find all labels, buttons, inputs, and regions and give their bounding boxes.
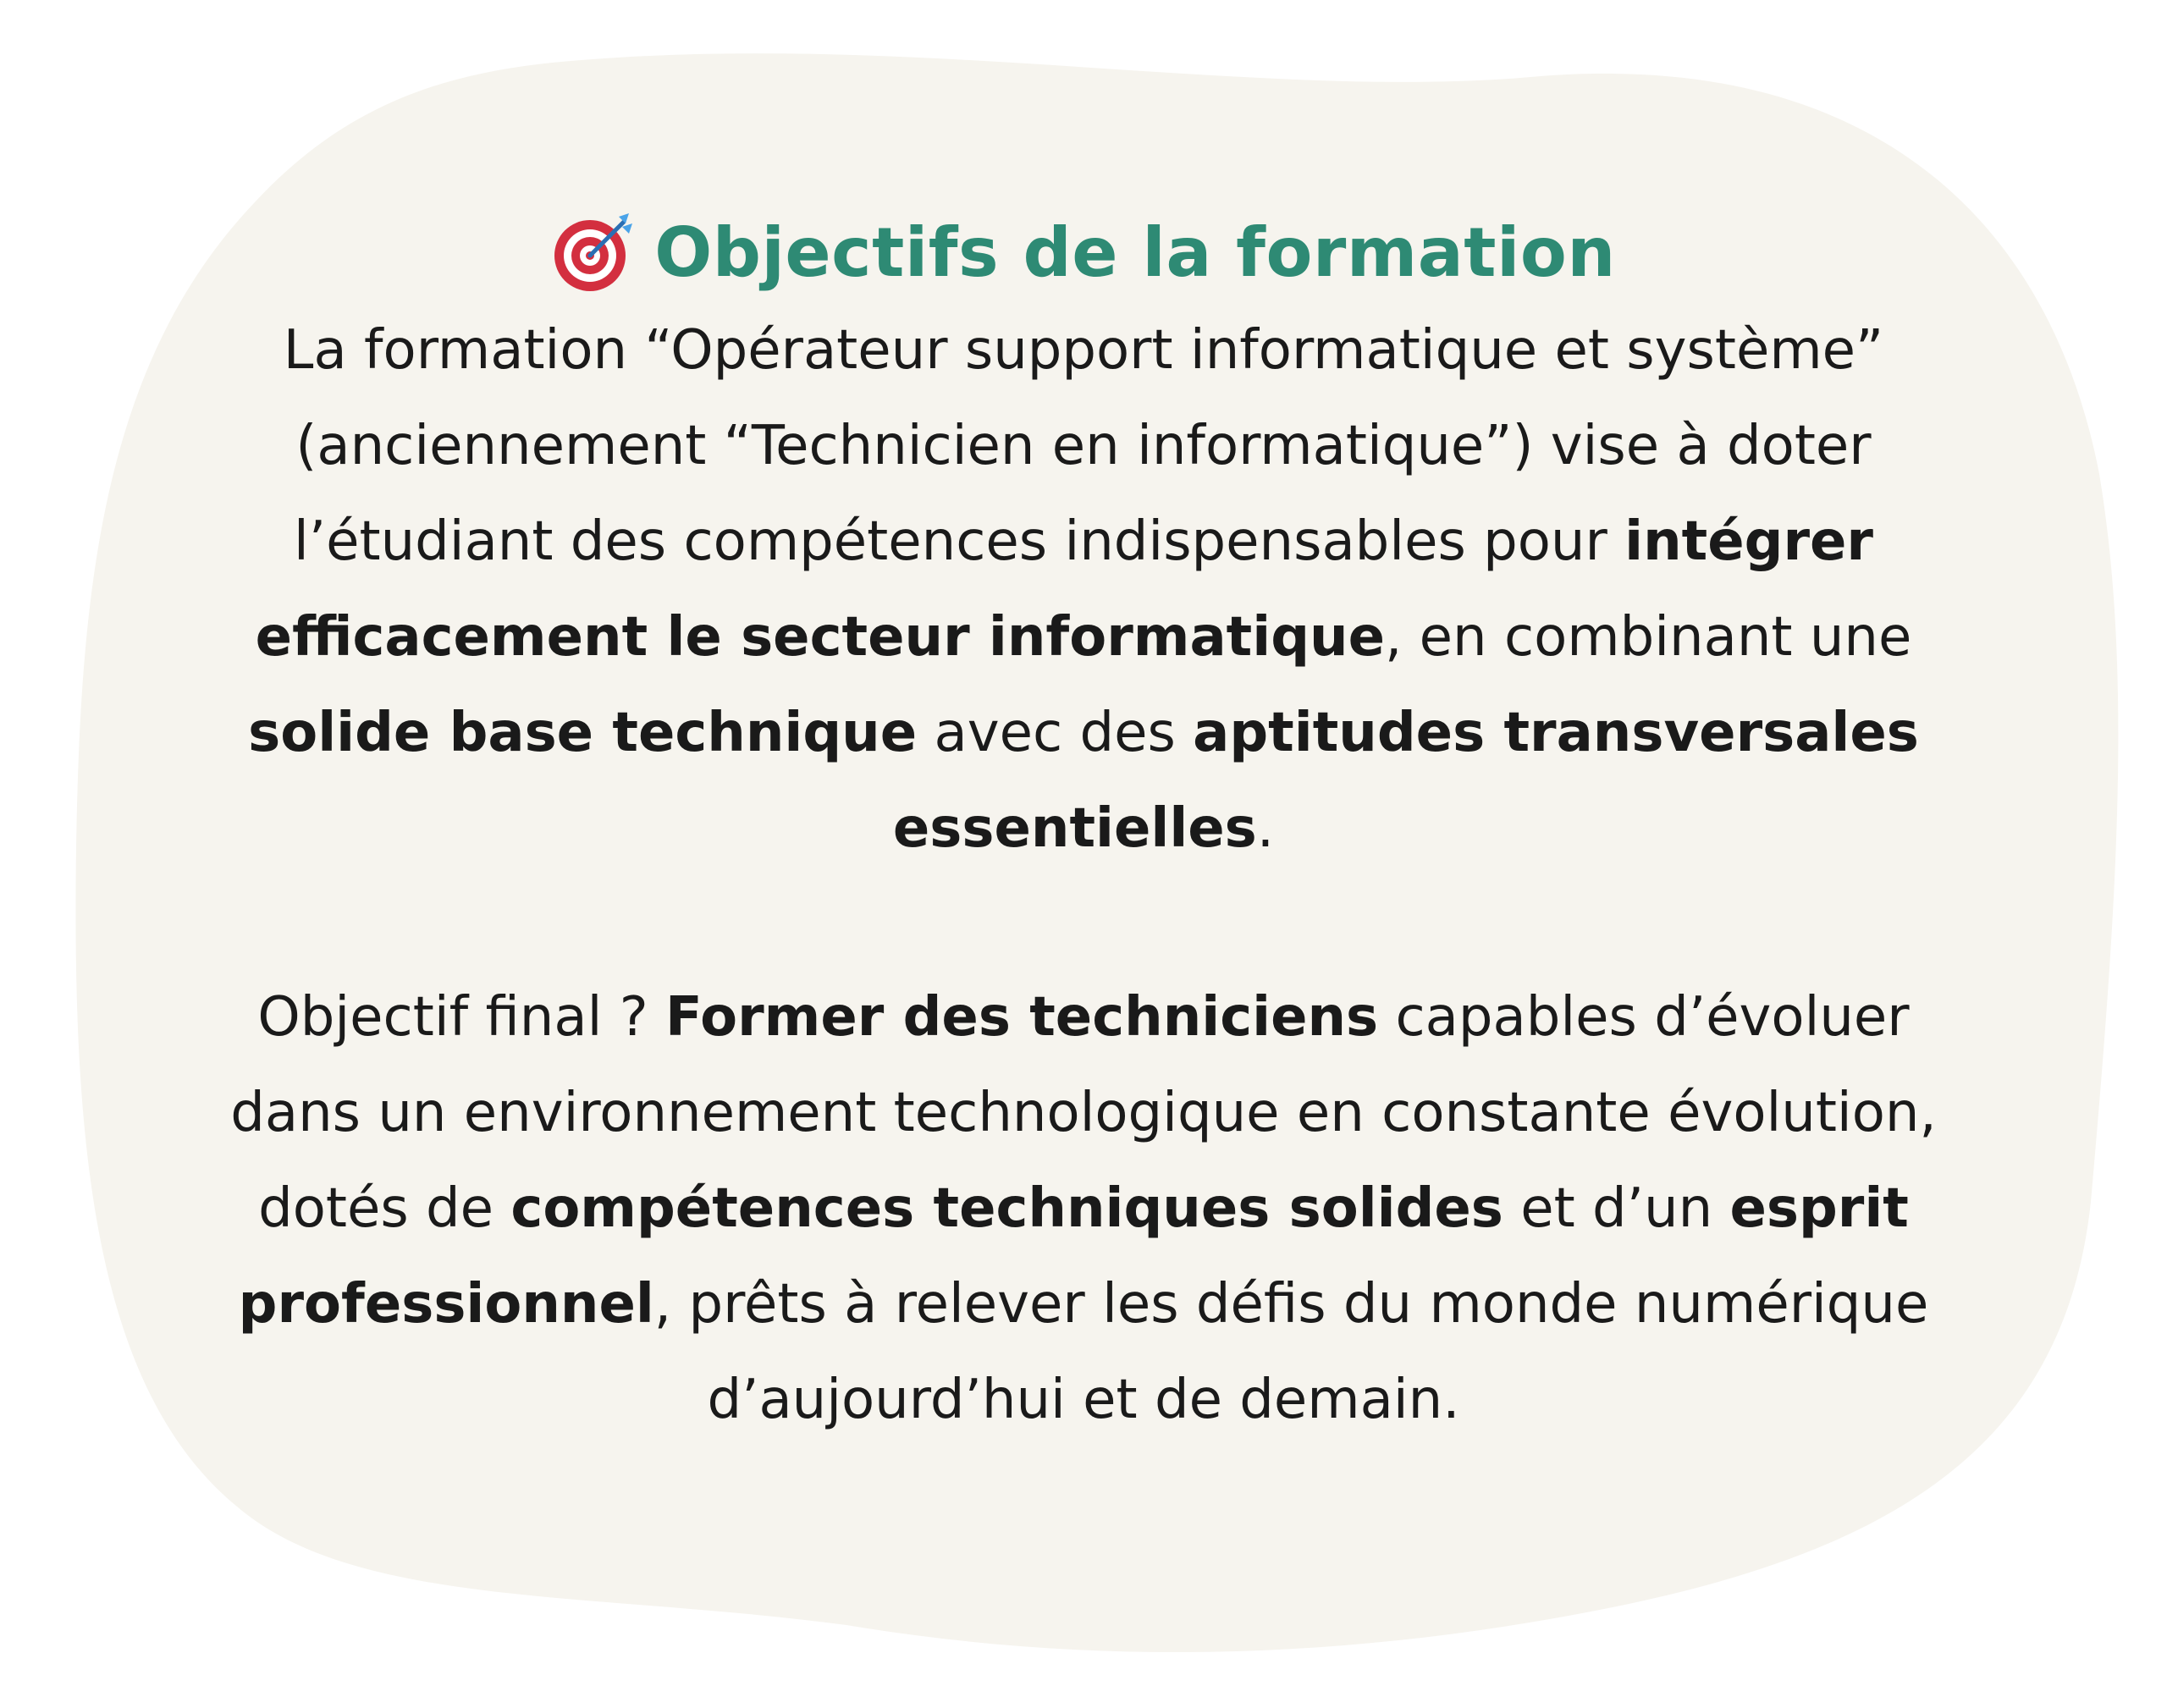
text-run: Objectif final ? <box>257 986 666 1049</box>
intro-paragraph <box>212 303 1955 877</box>
bold-text-run: compétences techniques solides <box>510 1177 1503 1240</box>
bold-text-run: aptitudes transversales essentielles <box>892 702 1919 860</box>
text-run: avec des <box>917 702 1194 764</box>
bold-text-run: intégrer efficacement le secteur informatique <box>255 510 1873 669</box>
text-run: et d’un <box>1503 1177 1730 1240</box>
section-title: Objectifs de la formation <box>654 212 1616 292</box>
target-icon <box>551 210 636 295</box>
bold-text-run: esprit professionnel <box>238 1177 1909 1336</box>
bold-text-run: solide base technique <box>248 702 918 764</box>
text-run: capables d’évoluer dans un environnement technologique en constante évolution, dotés de <box>230 986 1937 1240</box>
paragraph-spacer <box>212 877 1955 970</box>
text-run: La formation “Opérateur support informatique et système” (anciennement “Technicien en informatique”) vise à doter l’étudiant des compétences indispensables pour <box>283 319 1884 573</box>
text-run: , prêts à relever les défis du monde numérique d’aujourd’hui et de demain. <box>653 1273 1929 1431</box>
objectives-section <box>212 201 1955 1448</box>
text-run: , en combinant une <box>1384 606 1912 669</box>
bold-text-run: Former des techniciens <box>665 986 1379 1049</box>
goal-paragraph <box>212 970 1955 1448</box>
section-heading <box>212 201 1955 303</box>
text-run: . <box>1256 797 1275 860</box>
